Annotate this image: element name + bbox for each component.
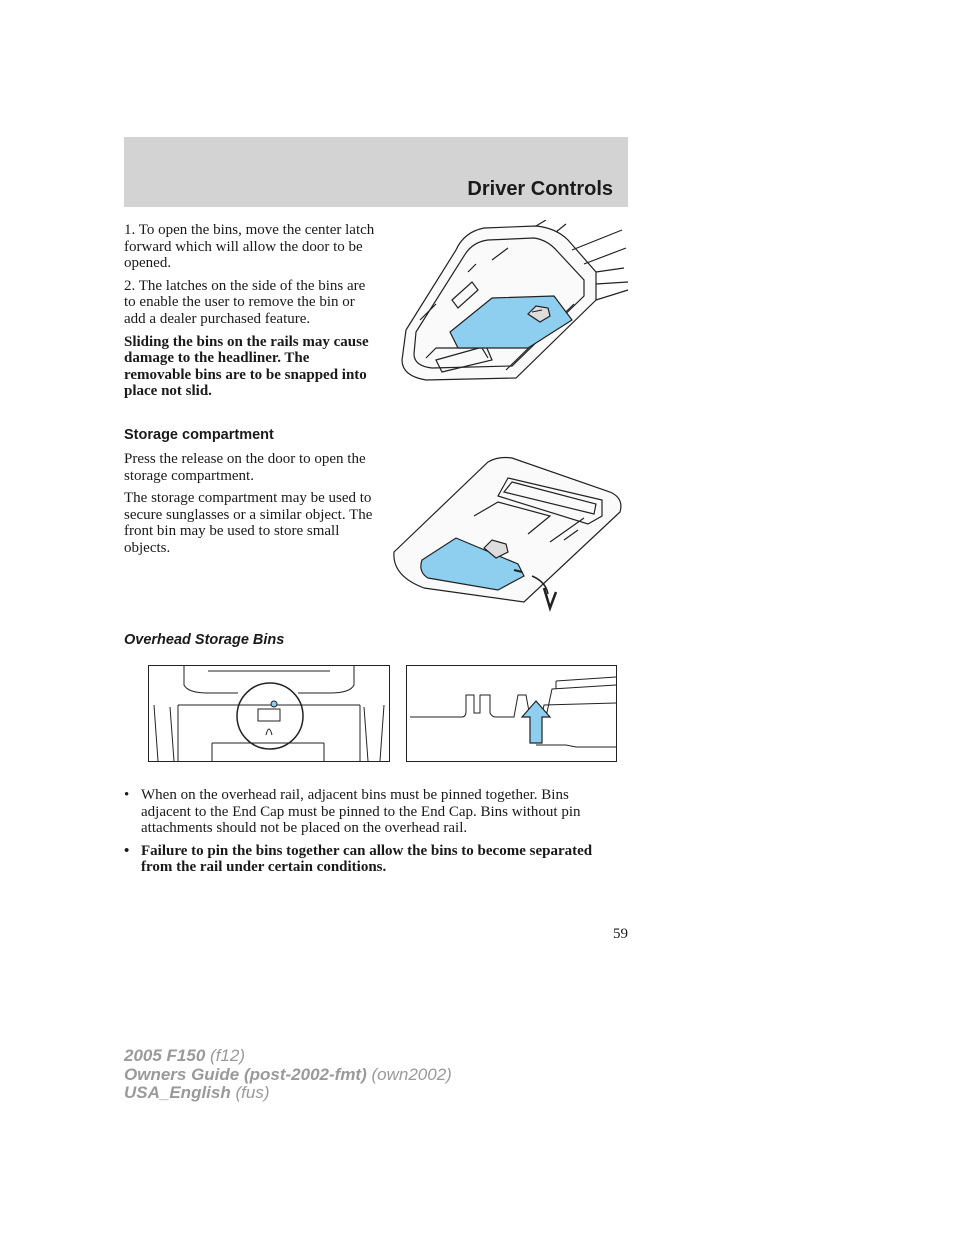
footer-line-1 — [124, 1047, 452, 1066]
bullet-marker: • — [124, 787, 130, 803]
step-2-text: 2. The latches on the side of the bins are to enable the user to remove the bin or add a dealer purchased feature. — [124, 277, 366, 327]
storage-para-2: The storage compartment may be used to secure sunglasses or a similar object. The front bin may be used to store small objects. — [124, 490, 373, 556]
bullet-item — [124, 843, 614, 876]
bin-pin-closeup-illustration — [148, 665, 390, 762]
storage-text — [124, 451, 376, 563]
footer-language-code: (fus) — [235, 1083, 270, 1102]
footer-model: 2005 F150 — [124, 1046, 206, 1065]
bullet-text: Failure to pin the bins together can allow the bins to become separated from the rail under certain conditions. — [141, 842, 593, 876]
storage-compartment-heading: Storage compartment — [124, 427, 274, 443]
footer-guide: Owners Guide (post-2002-fmt) — [124, 1064, 367, 1084]
pin-marker — [271, 701, 277, 707]
storage-para-1: Press the release on the door to open the storage compartment. — [124, 451, 366, 484]
overhead-console-illustration — [396, 220, 632, 400]
footer-language: USA_English — [124, 1083, 231, 1102]
bullet-text: When on the overhead rail, adjacent bins must be pinned together. Bins adjacent to the End Cap must be pinned to the End Cap. Bins without pin attachments should not be placed on the overhead rail. — [141, 787, 581, 837]
page-number: 59 — [613, 926, 628, 942]
section-title: Driver Controls — [467, 178, 613, 200]
bullet-marker: • — [124, 842, 130, 859]
section-header-band — [124, 137, 628, 207]
storage-compartment-illustration — [388, 452, 628, 612]
footer-guide-code: (own2002) — [371, 1064, 452, 1084]
footer-line-2 — [124, 1066, 452, 1085]
bullet-item — [124, 787, 614, 837]
footer-line-3 — [124, 1084, 452, 1103]
intro-text — [124, 222, 376, 406]
document-footer — [124, 1047, 452, 1103]
arrow-down-icon — [544, 588, 556, 608]
footer-model-code: (f12) — [210, 1046, 245, 1065]
overhead-bins-heading: Overhead Storage Bins — [124, 632, 285, 648]
overhead-bins-bullets — [124, 787, 614, 882]
step-1-text: 1. To open the bins, move the center latch forward which will allow the door to be opened. — [124, 222, 375, 272]
rail-section-illustration — [406, 665, 617, 762]
warning-text: Sliding the bins on the rails may cause damage to the headliner. The removable bins are to be snapped into place not slid. — [124, 333, 369, 400]
